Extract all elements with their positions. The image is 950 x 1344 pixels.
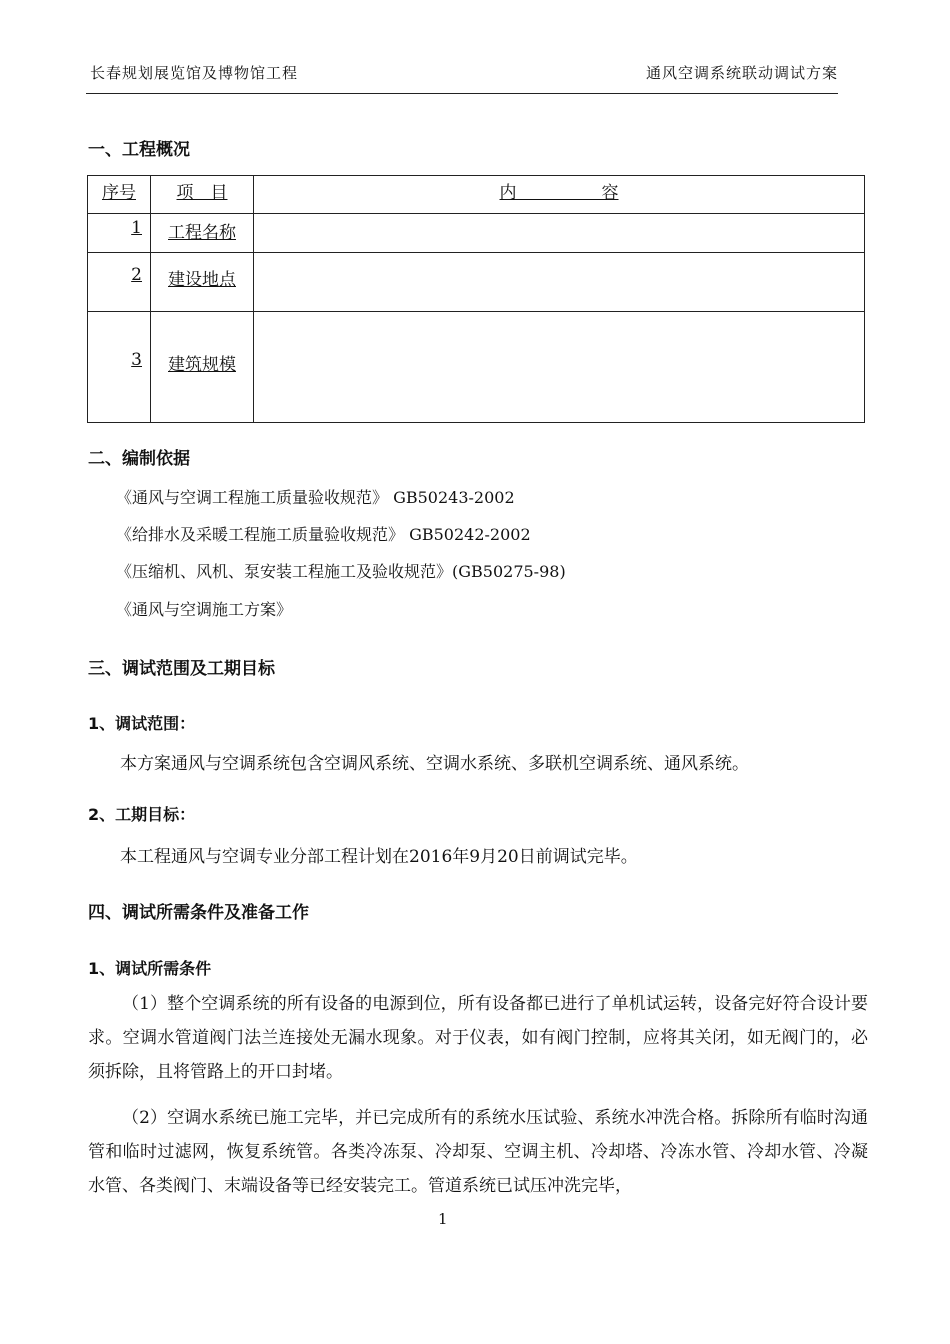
col-header-no: 序号 — [102, 183, 136, 203]
table-row — [88, 312, 865, 423]
schedule-subheading: 2、工期目标： — [88, 805, 196, 824]
conditions-paragraph-2: （2）空调水系统已施工完毕，并已完成所有的系统水压试验、系统水冲洗合格。拆除所有临时沟通管和临时过滤网，恢复系统管。各类冷冻泵、冷却泵、空调主机、冷却塔、冷冻水管、冷却水管、冷凝水管、各类阀门、末端设备等已经安装完工。管道系统已试压冲洗完毕， — [88, 1108, 868, 1196]
row-content — [254, 312, 865, 423]
reference-item: 《通风与空调施工方案》 — [116, 600, 293, 619]
row-content — [254, 253, 865, 312]
header-document-title: 通风空调系统联动调试方案 — [645, 64, 838, 82]
table-row — [88, 214, 865, 253]
reference-item: 《通风与空调工程施工质量验收规范》 GB50243-2002 — [116, 488, 515, 507]
header-project-name: 长春规划展览馆及博物馆工程 — [90, 64, 299, 82]
scope-text: 本方案通风与空调系统包含空调风系统、空调水系统、多联机空调系统、通风系统。 — [120, 754, 749, 774]
row-no: 1 — [131, 218, 142, 238]
section4-heading: 四、调试所需条件及准备工作 — [88, 903, 309, 923]
row-no: 2 — [131, 265, 142, 285]
col-header-content: 内 容 — [499, 183, 619, 203]
table-row — [88, 253, 865, 312]
reference-item: 《给排水及采暖工程施工质量验收规范》 GB50242-2002 — [116, 525, 531, 544]
row-item: 建筑规模 — [168, 355, 236, 375]
project-overview-table — [87, 175, 865, 423]
section1-heading: 一、工程概况 — [88, 140, 190, 160]
section3-heading: 三、调试范围及工期目标 — [88, 659, 275, 679]
row-item: 工程名称 — [168, 223, 236, 243]
conditions-paragraph-1: （1）整个空调系统的所有设备的电源到位，所有设备都已进行了单机试运转，设备完好符合设计要求。空调水管道阀门法兰连接处无漏水现象。对于仪表，如有阀门控制，应将其关闭，如无阀门的，必须拆除，且将管路上的开口封堵。 — [88, 994, 868, 1082]
schedule-text: 本工程通风与空调专业分部工程计划在2016年9月20日前调试完毕。 — [120, 847, 638, 867]
row-item: 建设地点 — [168, 270, 236, 290]
header-divider — [86, 93, 838, 94]
row-content — [254, 214, 865, 253]
col-header-item: 项 目 — [176, 183, 228, 203]
section2-heading: 二、编制依据 — [88, 449, 190, 469]
row-no: 3 — [131, 350, 142, 370]
table-header-row — [88, 176, 865, 214]
page-number: 1 — [438, 1210, 448, 1228]
scope-subheading: 1、调试范围： — [88, 714, 196, 733]
conditions-subheading: 1、调试所需条件 — [88, 959, 212, 978]
reference-item: 《压缩机、风机、泵安装工程施工及验收规范》(GB50275-98) — [116, 562, 566, 581]
